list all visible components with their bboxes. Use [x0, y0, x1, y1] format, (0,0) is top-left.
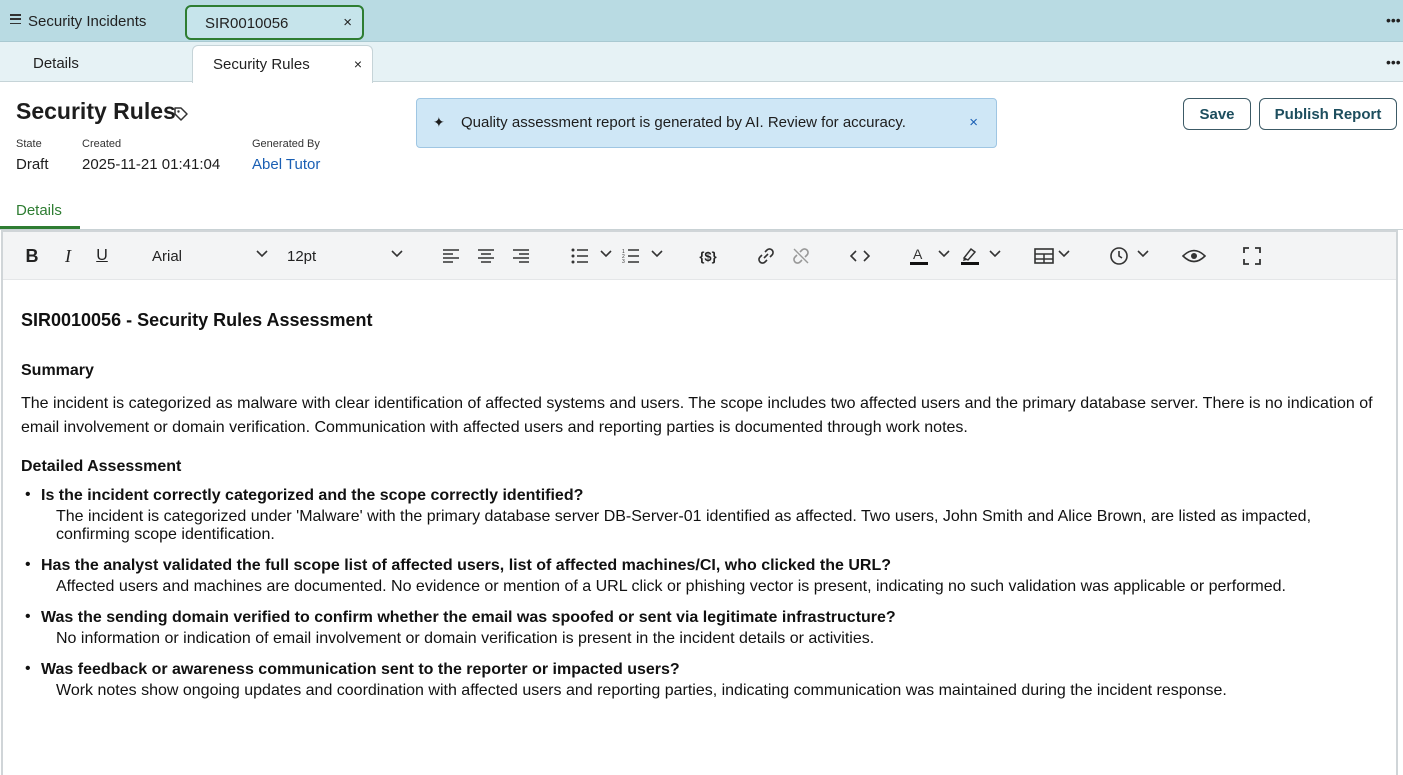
align-left-icon[interactable]: [442, 246, 460, 266]
bullet: •: [25, 556, 31, 573]
answer: No information or indication of email involvement or domain verification is present in the incident details or activities.: [56, 630, 875, 647]
chevron-down-icon[interactable]: [600, 250, 612, 258]
svg-text:A: A: [913, 246, 923, 262]
generated-by-link[interactable]: Abel Tutor: [252, 156, 321, 173]
state-label: State: [16, 138, 42, 150]
list-item: [21, 556, 1381, 596]
question: Was feedback or awareness communication sent to the reporter or impacted users?: [41, 661, 680, 678]
question: Has the analyst validated the full scope list of affected users, list of affected machines/CI, who clicked the URL?: [41, 557, 891, 574]
tab-security-rules[interactable]: [192, 45, 373, 83]
history-icon[interactable]: [1109, 246, 1129, 266]
link-icon[interactable]: [756, 246, 776, 266]
chevron-down-icon[interactable]: [938, 250, 950, 258]
bullet: •: [25, 486, 31, 503]
ai-notice-banner: [416, 98, 997, 148]
created-value: 2025-11-21 01:41:04: [82, 156, 221, 173]
bullet-list-icon[interactable]: [571, 246, 589, 266]
font-size-select[interactable]: 12pt: [287, 248, 317, 265]
highlight-icon[interactable]: [960, 246, 980, 266]
table-icon[interactable]: [1034, 246, 1054, 266]
italic-icon[interactable]: I: [65, 245, 71, 266]
underline-icon[interactable]: U: [96, 247, 108, 264]
chevron-down-icon[interactable]: [989, 250, 1001, 258]
close-icon[interactable]: ×: [343, 14, 352, 31]
chevron-down-icon[interactable]: [651, 250, 663, 258]
created-label: Created: [82, 138, 122, 150]
page-title: Security Rules: [16, 98, 176, 124]
font-family-select[interactable]: Arial: [152, 248, 183, 265]
text-color-icon[interactable]: [909, 246, 929, 266]
chevron-down-icon[interactable]: [1058, 250, 1070, 258]
assessment-list: [21, 486, 1381, 712]
list-item: [21, 486, 1381, 544]
save-button[interactable]: Save: [1183, 98, 1251, 130]
record-tab-sir0010056[interactable]: [185, 5, 364, 40]
bold-icon[interactable]: B: [25, 245, 39, 266]
numbered-list-icon[interactable]: [622, 246, 640, 266]
tab-security-rules-label[interactable]: Security Rules: [213, 56, 310, 73]
close-icon[interactable]: ×: [969, 114, 978, 131]
generated-by-label: Generated By: [252, 138, 320, 150]
chevron-down-icon[interactable]: [1137, 250, 1149, 258]
svg-text:2: 2: [622, 254, 625, 260]
rich-text-editor[interactable]: [1, 230, 1398, 775]
banner-message: Quality assessment report is generated by AI. Review for accuracy.: [461, 114, 906, 131]
answer: The incident is categorized under 'Malware' with the primary database server DB-Server-01 identified as affected. Two users, John Smith and Alice Brown, are listed as impacted, confirming scope identification.: [56, 508, 1312, 543]
bullet: •: [25, 660, 31, 677]
code-icon[interactable]: [850, 246, 870, 266]
sparkle-icon: ✦: [433, 114, 445, 130]
answer: Work notes show ongoing updates and coordination with affected users and reporting parties, indicating communication was maintained during the incident response.: [56, 682, 1227, 699]
list-item: [21, 608, 1381, 648]
chevron-down-icon[interactable]: [256, 250, 268, 258]
tag-icon[interactable]: [173, 106, 189, 122]
more-icon[interactable]: •••: [1386, 12, 1401, 28]
unlink-icon[interactable]: [791, 246, 811, 266]
summary-heading: Summary: [21, 362, 94, 379]
more-icon[interactable]: •••: [1386, 54, 1401, 70]
variable-icon[interactable]: {$}: [699, 248, 717, 264]
align-right-icon[interactable]: [512, 246, 530, 266]
editor-toolbar: [3, 232, 1396, 280]
record-tab-label[interactable]: SIR0010056: [205, 15, 289, 32]
bullet: •: [25, 608, 31, 625]
publish-report-button[interactable]: Publish Report: [1259, 98, 1397, 130]
summary-text: The incident is categorized as malware with clear identification of affected systems and users. The scope includes two affected users and the primary database server. There is no indication of email involvement or domain verification. Communication with affected users and reporting parties is documented through work notes.: [21, 395, 1373, 436]
tab-details[interactable]: Details: [33, 55, 79, 72]
fullscreen-icon[interactable]: [1243, 246, 1261, 266]
form-tab-details[interactable]: Details: [16, 202, 62, 219]
preview-icon[interactable]: [1182, 246, 1206, 266]
top-tab-bar: [0, 0, 1403, 42]
state-value: Draft: [16, 156, 49, 173]
document-title: SIR0010056 - Security Rules Assessment: [21, 310, 373, 330]
svg-text:3: 3: [622, 259, 625, 265]
svg-text:1: 1: [622, 249, 625, 255]
align-center-icon[interactable]: [477, 246, 495, 266]
question: Is the incident correctly categorized and the scope correctly identified?: [41, 487, 584, 504]
close-icon[interactable]: ×: [353, 56, 362, 72]
question: Was the sending domain verified to confirm whether the email was spoofed or sent via legitimate infrastructure?: [41, 609, 896, 626]
assessment-heading: Detailed Assessment: [21, 458, 182, 475]
list-item: [21, 660, 1381, 700]
menu-icon[interactable]: [10, 14, 21, 24]
app-title[interactable]: Security Incidents: [28, 13, 147, 30]
answer: Affected users and machines are documented. No evidence or mention of a URL click or phishing vector is present, indicating no such validation was applicable or performed.: [56, 578, 1286, 595]
chevron-down-icon[interactable]: [391, 250, 403, 258]
sub-tab-bar: [0, 42, 1403, 82]
